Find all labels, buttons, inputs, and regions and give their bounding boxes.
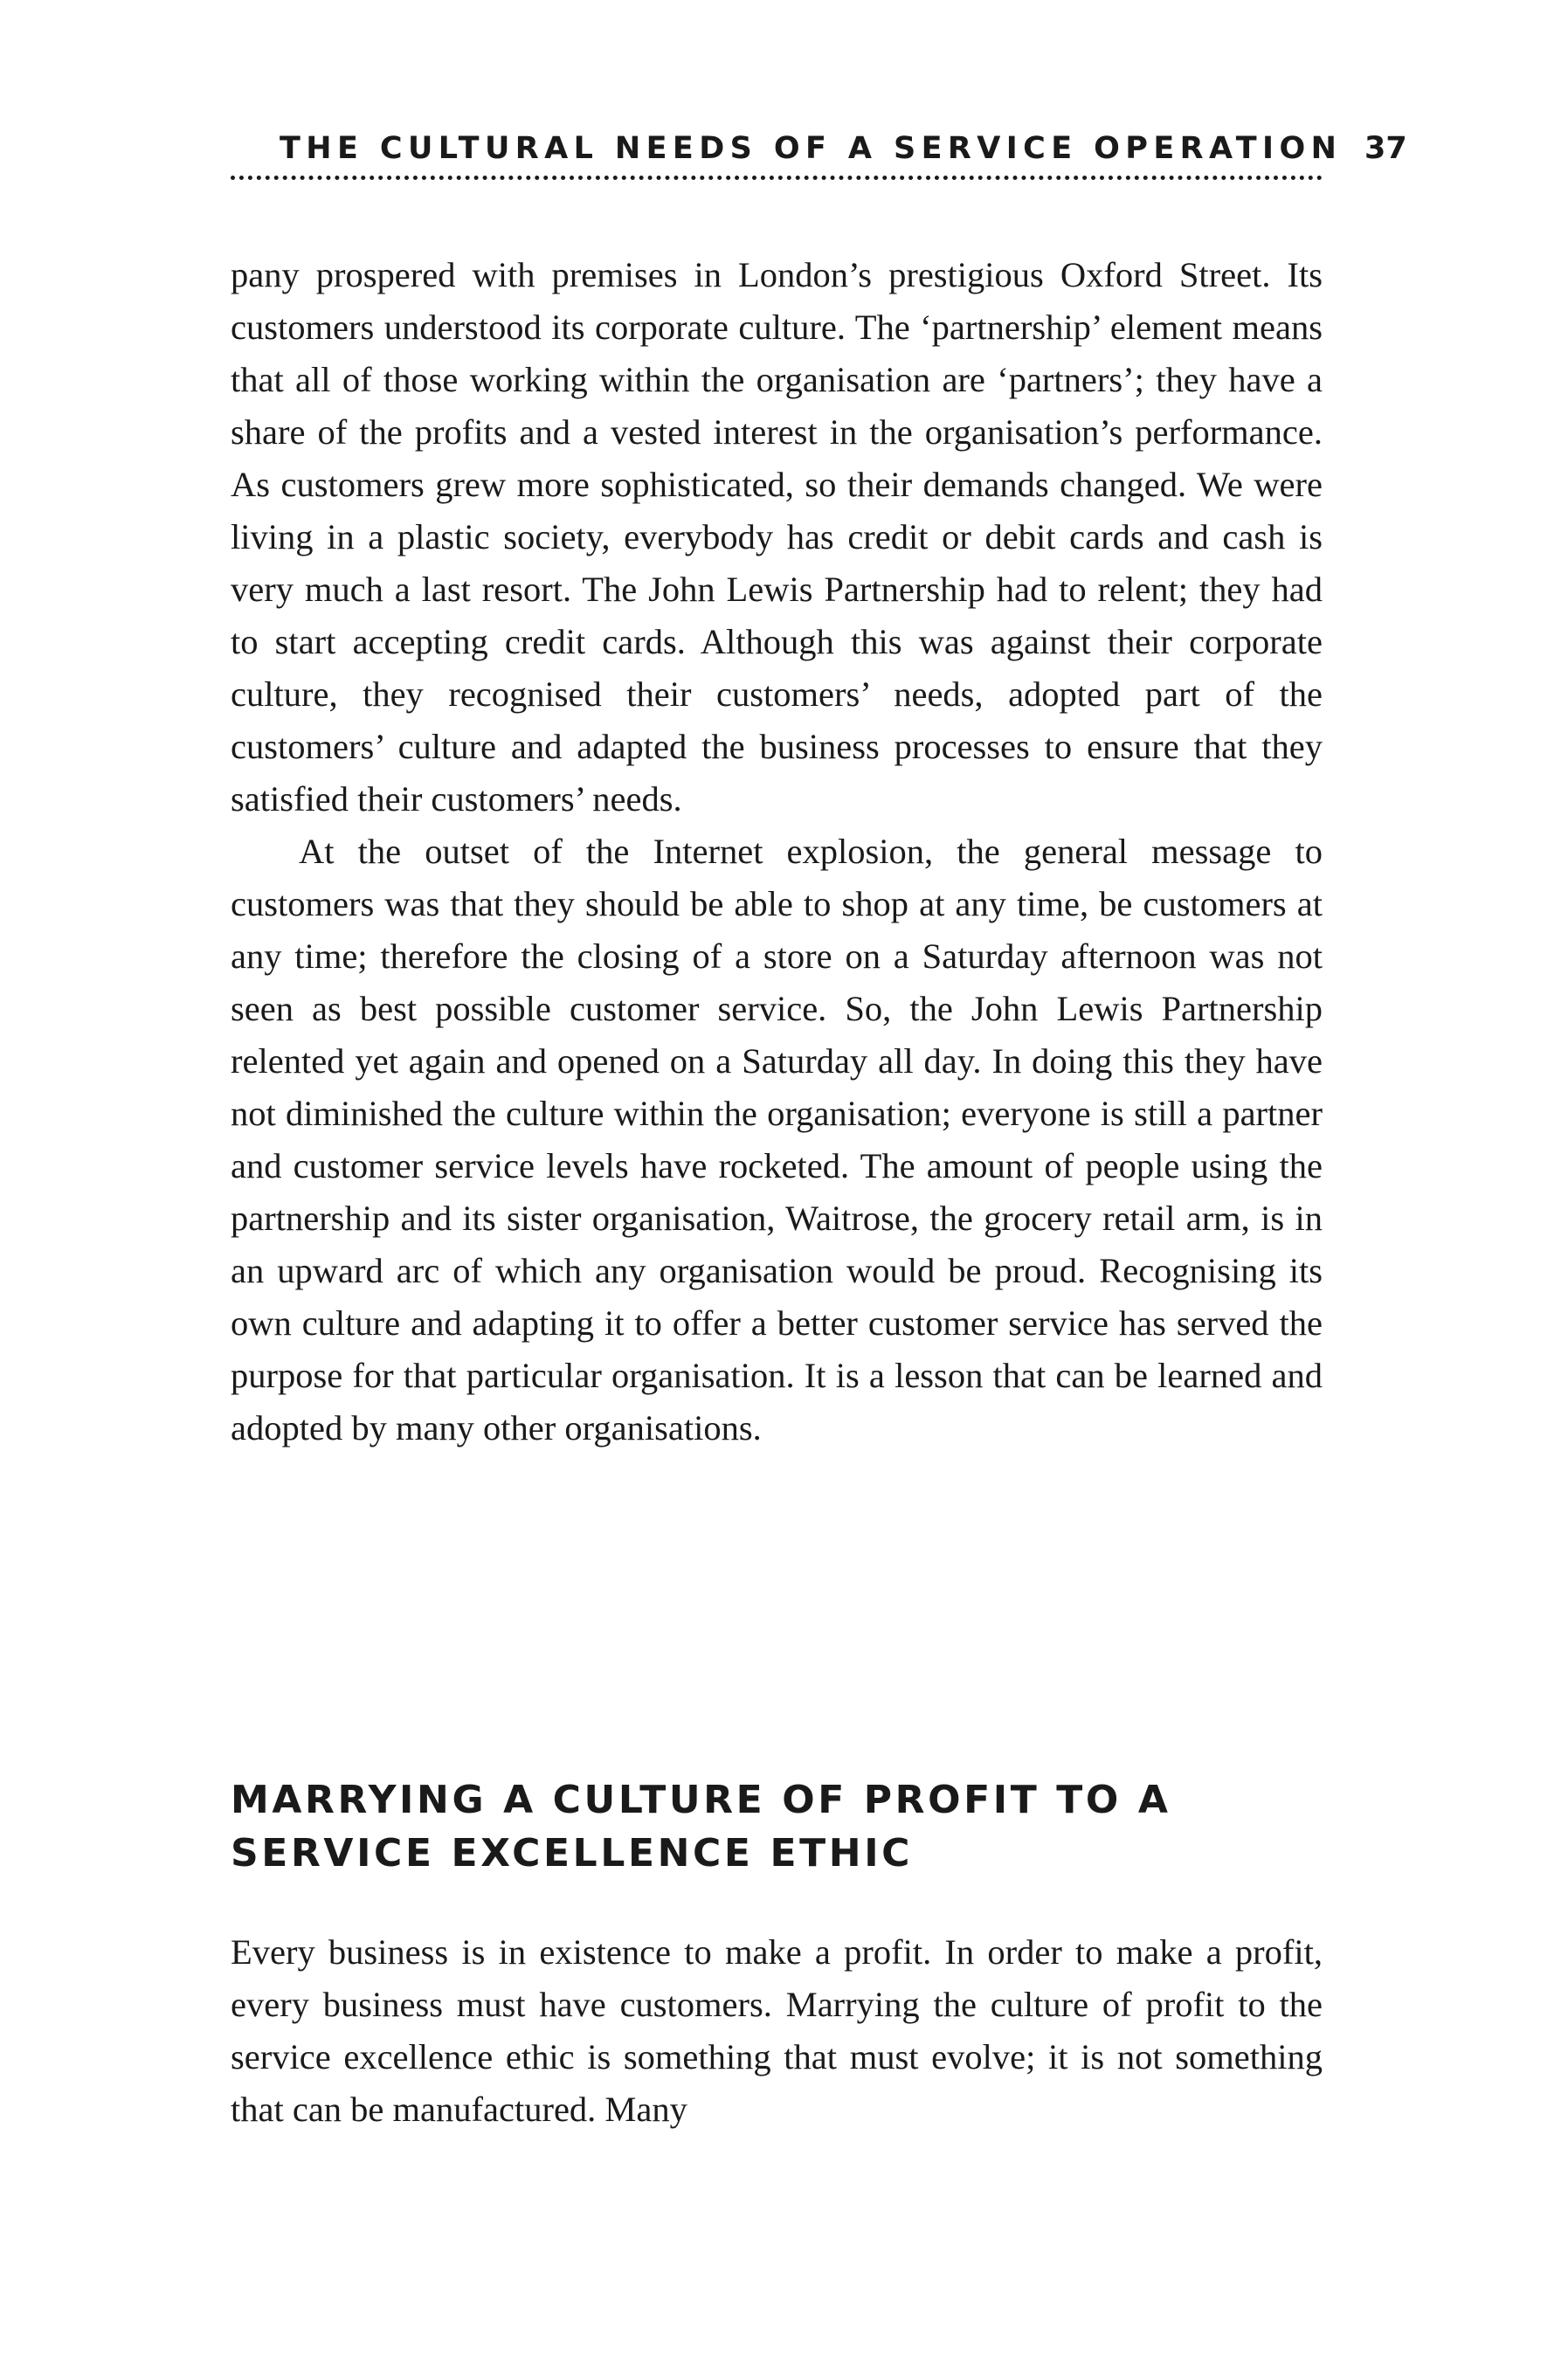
running-head-title: THE CULTURAL NEEDS OF A SERVICE OPERATION <box>280 131 1343 166</box>
section-text-block <box>231 1926 1323 2136</box>
section-heading-line-1: MARRYING A CULTURE OF PROFIT TO A <box>231 1778 1171 1822</box>
paragraph-continued: pany prospered with premises in London’s prestigious Oxford Street. Its customers understood its corporate culture. The ‘partnership’ element means that all of those working within the organisation are ‘partners’; they have a share of the profits and a vested interest in the organisation’s performance. As customers grew more sophisticated, so their demands changed. We were living in a plastic society, everybody has credit or debit cards and cash is very much a last resort. The John Lewis Partnership had to relent; they had to start accepting credit cards. Although this was against their corporate culture, they recognised their customers’ needs, adopted part of the customers’ culture and adapted the business processes to ensure that they satisfied their customers’ needs. <box>231 255 1323 819</box>
section-heading <box>231 1773 1323 1880</box>
section-paragraph: Every business is in existence to make a profit. In order to make a profit, every business must have customers. Marrying the culture of profit to the service excellence ethic is something that must evolve; it is not something that can be manufactured. Many <box>231 1932 1323 2129</box>
section-heading-line-2: SERVICE EXCELLENCE ETHIC <box>231 1831 914 1876</box>
page-number: 37 <box>1364 131 1407 166</box>
paragraph-internet: At the outset of the Internet explosion, the general message to customers was that they should be able to shop at any time, be customers at any time; therefore the closing of a store on a Saturday afternoon was not seen as best possible customer service. So, the John Lewis Partnership relented yet again and opened on a Saturday all day. In doing this they have not diminished the culture within the organisation; everyone is still a partner and customer service levels have rocketed. The amount of people using the partnership and its sister organisation, Waitrose, the grocery retail arm, is in an upward arc of which any organisation would be proud. Recognising its own culture and adapting it to offer a better customer service has served the purpose for that particular organisation. It is a lesson that can be learned and adopted by many other organisations. <box>231 832 1323 1448</box>
main-text-block <box>231 249 1323 1454</box>
header-dotted-rule <box>231 176 1323 180</box>
